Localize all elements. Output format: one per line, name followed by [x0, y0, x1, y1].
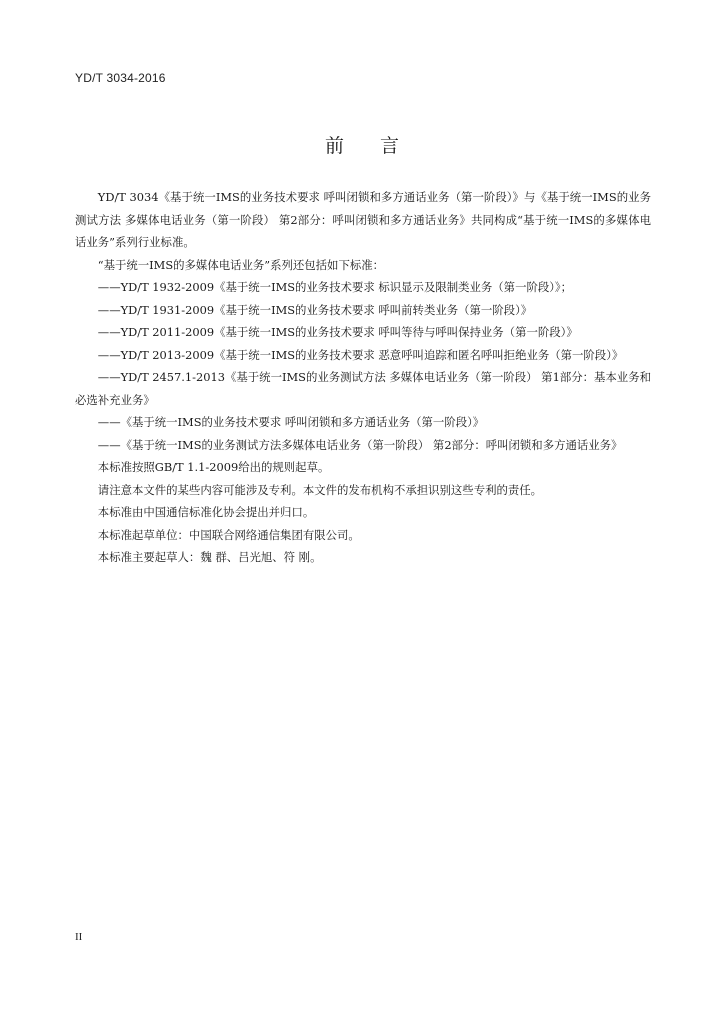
paragraph-patent-notice: 请注意本文件的某些内容可能涉及专利。本文件的发布机构不承担识别这些专利的责任。 [97, 482, 543, 497]
list-item-standard: ——YD/T 1932-2009《基于统一IMS的业务技术要求 标识显示及限制类业务（第一阶段）》； [97, 280, 573, 294]
paragraph-drafting-unit: 本标准起草单位：中国联合网络通信集团有限公司。 [97, 527, 360, 542]
list-item-standard: ——《基于统一IMS的业务测试方法多媒体电话业务（第一阶段） 第2部分：呼叫闭锁和多方通话业务》 [97, 437, 623, 452]
list-item-standard: ——YD/T 2457.1-2013《基于统一IMS的业务测试方法 多媒体电话业务（第一阶段） 第1部分：基本业务和必选补充业务》 [75, 370, 651, 407]
paragraph-series-includes: “基于统一IMS的多媒体电话业务”系列还包括如下标准： [97, 257, 385, 272]
list-item-standard: ——《基于统一IMS的业务技术要求 呼叫闭锁和多方通话业务（第一阶段）》 [97, 415, 485, 429]
list-item-standard: ——YD/T 1931-2009《基于统一IMS的业务技术要求 呼叫前转类业务（第一阶段）》 [97, 302, 533, 317]
document-code: YD/T 3034-2016 [75, 71, 166, 85]
page-title: 前言 [324, 135, 435, 157]
paragraph-proposer: 本标准由中国通信标准化协会提出并归口。 [97, 505, 315, 519]
list-item-standard: ——YD/T 2013-2009《基于统一IMS的业务技术要求 恶意呼叫追踪和匿名呼叫拒绝业务（第一阶段）》 [97, 347, 624, 362]
page-number: II [75, 931, 83, 943]
paragraph-drafting-rules: 本标准按照GB/T 1.1-2009给出的规则起草。 [97, 460, 330, 474]
list-item-standard: ——YD/T 2011-2009《基于统一IMS的业务技术要求 呼叫等待与呼叫保持业务（第一阶段）》 [97, 325, 578, 339]
paragraph-series-composition: YD/T 3034《基于统一IMS的业务技术要求 呼叫闭锁和多方通话业务（第一阶段）》与《基于统一IMS的业务测试方法 多媒体电话业务（第一阶段） 第2部分：呼叫闭锁和多方通话业务》共同构成“基于统一IMS的多媒体电话业务”系列行业标准。 [75, 190, 651, 249]
paragraph-drafters: 本标准主要起草人：魏 群、吕光旭、符 刚。 [97, 550, 322, 564]
foreword-body [75, 186, 651, 569]
